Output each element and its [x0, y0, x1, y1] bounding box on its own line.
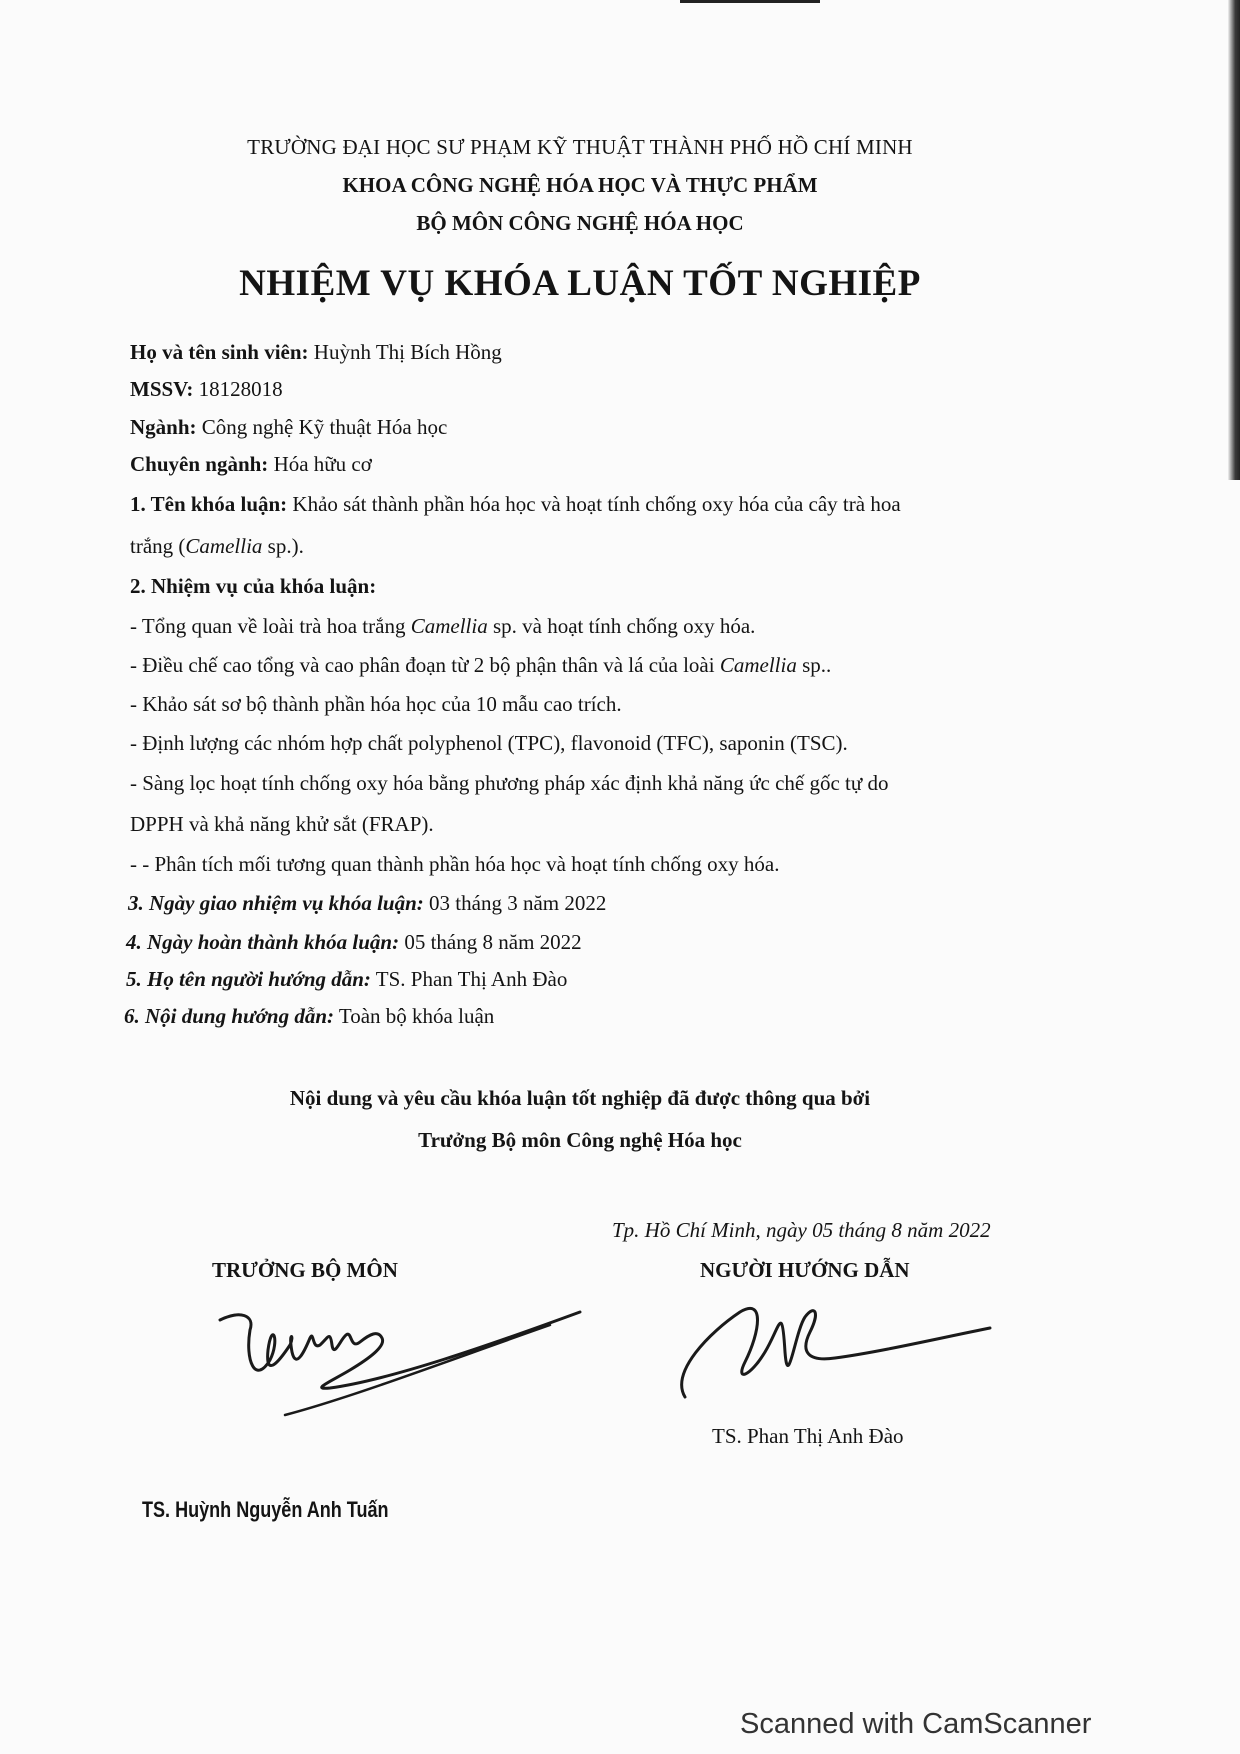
task-5-line1: - Sàng lọc hoạt tính chống oxy hóa bằng phương pháp xác định khả năng ức chế gốc tự do	[130, 771, 889, 795]
scan-edge	[1228, 0, 1240, 480]
right-signer-title: NGƯỜI HƯỚNG DẪN	[700, 1258, 910, 1282]
department-name: BỘ MÔN CÔNG NGHỆ HÓA HỌC	[416, 211, 744, 235]
document-header	[0, 128, 1160, 242]
institution-name: TRƯỜNG ĐẠI HỌC SƯ PHẠM KỸ THUẬT THÀNH PHỐ HỒ CHÍ MINH	[247, 135, 913, 159]
task-1-a: - Tổng quan về loài trà hoa trắng	[130, 614, 411, 638]
assign-date-label: 3. Ngày giao nhiệm vụ khóa luận:	[128, 891, 424, 915]
thesis-title-line1: Khảo sát thành phần hóa học và hoạt tính chống oxy hóa của cây trà hoa	[292, 492, 901, 516]
complete-date-label: 4. Ngày hoàn thành khóa luận:	[126, 930, 400, 954]
task-6: - - Phân tích mối tương quan thành phần hóa học và hoạt tính chống oxy hóa.	[130, 852, 780, 876]
student-id: 18128018	[198, 377, 283, 401]
scan-mark	[680, 0, 820, 3]
place-date: Tp. Hồ Chí Minh, ngày 05 tháng 8 năm 2022	[612, 1218, 991, 1242]
right-signature	[670, 1292, 1000, 1412]
thesis-title-row-2	[130, 534, 304, 559]
left-signer-title: TRƯỞNG BỘ MÔN	[212, 1258, 398, 1282]
specialization: Hóa hữu cơ	[273, 452, 372, 476]
major-label: Ngành:	[130, 415, 197, 439]
task-2-a: - Điều chế cao tổng và cao phân đoạn từ 2 bộ phận thân và lá của loài	[130, 653, 720, 677]
task-1-b: sp. và hoạt tính chống oxy hóa.	[487, 614, 756, 638]
camscanner-watermark: Scanned with CamScanner	[740, 1708, 1092, 1740]
faculty-name: KHOA CÔNG NGHỆ HÓA HỌC VÀ THỰC PHẨM	[342, 173, 818, 197]
complete-date: 05 tháng 8 năm 2022	[404, 930, 582, 954]
task-2-species: Camellia	[719, 653, 797, 677]
assign-date-row	[128, 891, 606, 916]
guidance-label: 6. Nội dung hướng dẫn:	[124, 1004, 334, 1028]
student-id-row	[130, 377, 283, 402]
student-name-row	[130, 340, 502, 365]
approval-line-1: Nội dung và yêu cầu khóa luận tốt nghiệp đã được thông qua bởi	[289, 1086, 871, 1110]
guidance: Toàn bộ khóa luận	[338, 1004, 495, 1028]
task-2-b: sp..	[796, 653, 832, 677]
left-signer-name: TS. Huỳnh Nguyễn Anh Tuấn	[142, 1497, 389, 1522]
task-3: - Khảo sát sơ bộ thành phần hóa học của 10 mẫu cao trích.	[130, 692, 622, 716]
assign-date: 03 tháng 3 năm 2022	[429, 891, 607, 915]
advisor-row	[126, 967, 567, 992]
advisor-label: 5. Họ tên người hướng dẫn:	[126, 967, 371, 991]
thesis-title-species: Camellia	[185, 534, 263, 558]
task-2	[130, 653, 831, 678]
student-name-label: Họ và tên sinh viên:	[130, 340, 309, 364]
right-signer-name: TS. Phan Thị Anh Đào	[712, 1424, 904, 1448]
thesis-title-row	[130, 492, 901, 517]
complete-date-row	[126, 930, 582, 955]
left-signature	[210, 1290, 590, 1430]
thesis-title-line2-a: trắng (	[130, 534, 186, 558]
student-name: Huỳnh Thị Bích Hồng	[313, 340, 502, 364]
thesis-title-line2-b: sp.).	[262, 534, 304, 558]
specialization-label: Chuyên ngành:	[130, 452, 269, 476]
major-row	[130, 415, 447, 440]
document-title: NHIỆM VỤ KHÓA LUẬN TỐT NGHIỆP	[239, 263, 921, 304]
thesis-title-label: 1. Tên khóa luận:	[130, 492, 288, 516]
specialization-row	[130, 452, 372, 477]
task-4: - Định lượng các nhóm hợp chất polyphenol (TPC), flavonoid (TFC), saponin (TSC).	[130, 731, 848, 755]
major: Công nghệ Kỹ thuật Hóa học	[201, 415, 448, 439]
approval-line-2: Trưởng Bộ môn Công nghệ Hóa học	[418, 1128, 742, 1152]
task-1-species: Camellia	[410, 614, 488, 638]
task-1	[130, 614, 755, 639]
guidance-row	[124, 1004, 494, 1029]
tasks-label: 2. Nhiệm vụ của khóa luận:	[130, 574, 377, 598]
task-5-line2: DPPH và khả năng khử sắt (FRAP).	[130, 812, 434, 836]
student-id-label: MSSV:	[130, 377, 194, 401]
advisor-name: TS. Phan Thị Anh Đào	[375, 967, 568, 991]
